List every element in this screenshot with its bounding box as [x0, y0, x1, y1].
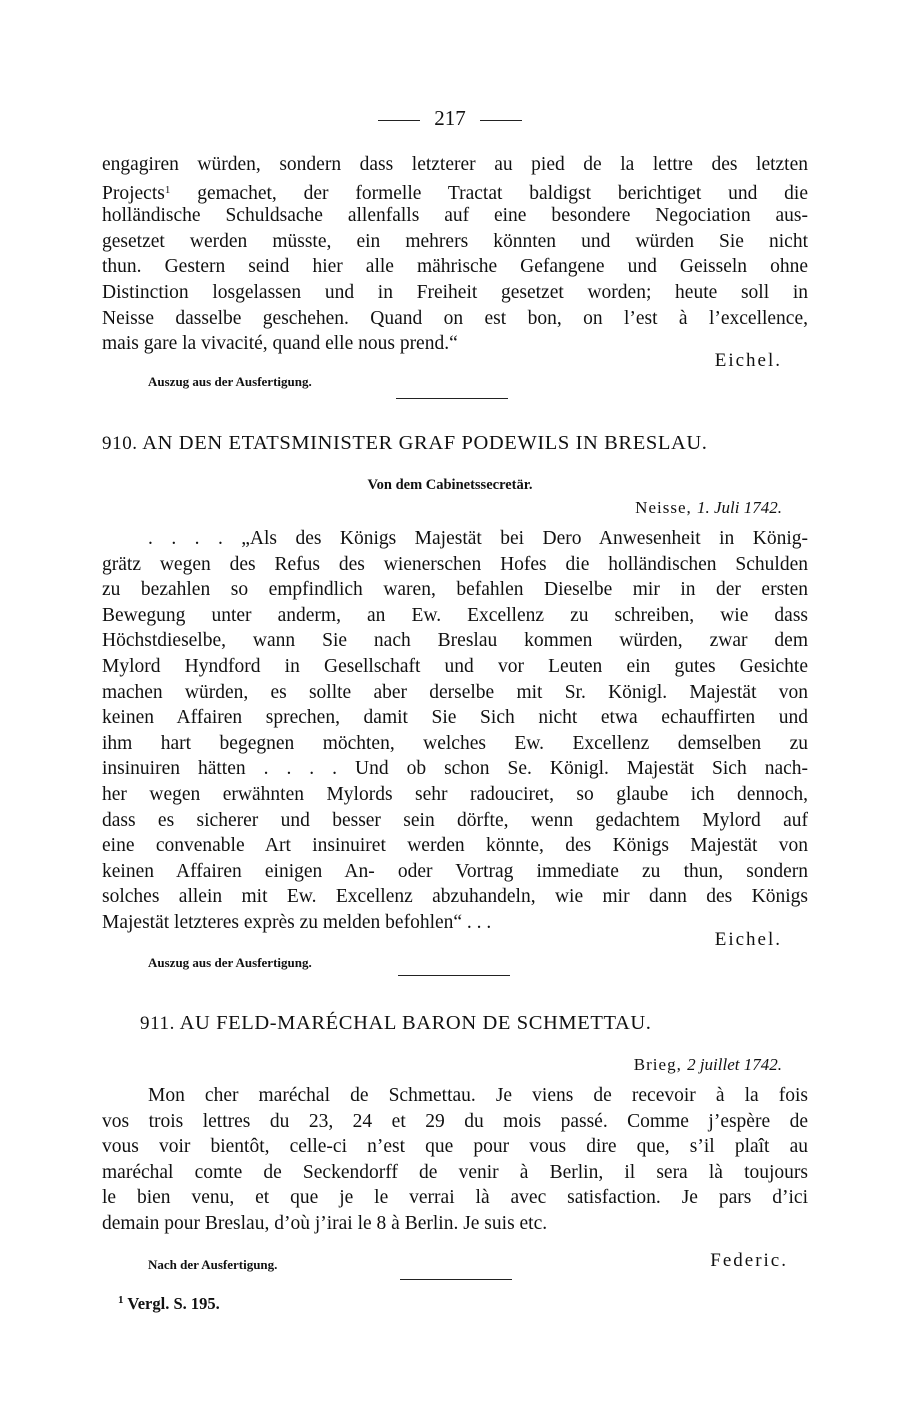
page-number: [0, 106, 900, 131]
source-note-2: Auszug aus der Ausfertigung.: [148, 955, 312, 970]
previous-document-text: [102, 152, 808, 357]
projects-word: Projects: [102, 182, 165, 204]
text-line: dass es sicherer und besser sein dörfte, wenn gedachtem Mylord auf: [102, 809, 808, 831]
footnote: [118, 1294, 220, 1314]
text-line: holländische Schuldsache allenfalls auf eine besondere Negociation aus-: [102, 205, 808, 227]
signature-eichel-1: Eichel.: [714, 350, 782, 371]
text-line: demain pour Breslau, d’où j’irai le 8 à Berlin. Je suis etc.: [102, 1212, 548, 1234]
text-line: keinen Affairen sprechen, damit Sie Sich nicht etwa echauffirten und: [102, 707, 808, 729]
document-910-heading: [102, 432, 808, 455]
source-note-1: Auszug aus der Ausfertigung.: [148, 374, 312, 389]
footnote-text: Vergl. S. 195.: [127, 1294, 220, 1313]
document-910-subtitle: Von dem Cabinetssecretär.: [367, 477, 533, 493]
document-number: 910.: [102, 433, 138, 454]
text-line: eine convenable Art insinuiret werden könnte, des Königs Majestät von: [102, 835, 808, 857]
text-line: Neisse dasselbe geschehen. Quand on est bon, on l’est à l’excellence,: [102, 307, 808, 329]
text-line: Mylord Hyndford in Gesellschaft und vor Leuten ein gutes Gesichte: [102, 655, 808, 677]
document-911-text: [102, 1083, 808, 1237]
document-title: AU FELD-MARÉCHAL BARON DE SCHMETTAU.: [179, 1012, 652, 1034]
page-number-left-dash: [378, 120, 420, 121]
text-line: engagiren würden, sondern dass letzterer au pied de la lettre des letzten: [102, 154, 808, 175]
dateline-date: 2 juillet 1742.: [687, 1055, 782, 1074]
text-line: Projects$^1$ gemachet, der formelle Tractat baldigst berichtiget und die: [102, 182, 809, 204]
text-line: le bien venu, et que je le verrai là avec satisfaction. Je pars d’ici: [102, 1187, 808, 1209]
section-divider-2: [398, 975, 510, 976]
document-911-dateline: [634, 1055, 782, 1075]
document-911-heading: [140, 1012, 846, 1035]
text-line: mais gare la vivacité, quand elle nous prend.“: [102, 333, 458, 355]
document-number: 911.: [140, 1013, 175, 1034]
section-divider-1: [396, 398, 508, 399]
dateline-date: 1. Juli 1742.: [697, 498, 782, 517]
text-line: Mon cher maréchal de Schmettau. Je viens de recevoir à la fois: [148, 1085, 808, 1106]
text-line: vous voir bientôt, celle-ci n’est que pour vous dire que, s’il plaît au: [102, 1136, 808, 1158]
dateline-place: Neisse,: [635, 498, 692, 517]
footnote-mark: 1: [118, 1294, 124, 1306]
footnote-divider: [400, 1279, 512, 1280]
document-910-text: [102, 526, 808, 936]
text-line: solches allein mit Ew. Excellenz abzuhandeln, wie mir dann des Königs: [102, 886, 808, 908]
document-title: AN DEN ETATSMINISTER GRAF PODEWILS IN BRESLAU.: [142, 432, 708, 454]
footnote-reference: 1: [164, 183, 171, 196]
text-line: machen würden, es sollte aber derselbe mit Sr. Königl. Majestät von: [102, 681, 808, 703]
source-note-3: Nach der Ausfertigung.: [148, 1257, 278, 1272]
text-line: keinen Affairen einigen An- oder Vortrag immediate zu thun, sondern: [102, 860, 808, 882]
text-line: maréchal comte de Seckendorff de venir à Berlin, il sera là toujours: [102, 1161, 808, 1183]
text-line: grätz wegen des Refus des wienerschen Hofes die holländischen Schulden: [102, 553, 808, 575]
text-line: ihm hart begegnen möchten, welches Ew. Excellenz demselben zu: [102, 732, 808, 754]
text-line: her wegen erwähnten Mylords sehr radouciret, so glaube ich dennoch,: [102, 783, 808, 805]
text-line: zu bezahlen so empfindlich waren, befahlen Dieselbe mir in der ersten: [102, 579, 808, 601]
page-number-text: 217: [434, 106, 466, 130]
document-910-dateline: [635, 498, 782, 518]
text-line: . . . . „Als des Königs Majestät bei Dero Anwesenheit in König-: [148, 528, 808, 549]
text-line: Höchstdieselbe, wann Sie nach Breslau kommen würden, zwar dem: [102, 630, 808, 652]
signature-eichel-2: Eichel.: [714, 929, 782, 950]
text-line: Distinction losgelassen und in Freiheit gesetzet worden; heute soll in: [102, 281, 808, 303]
text-line: gesetzet werden müsste, ein mehrers könnten und würden Sie nicht: [102, 230, 808, 252]
signature-federic: Federic.: [710, 1250, 788, 1271]
text-line: vos trois lettres du 23, 24 et 29 du mois passé. Comme j’espère de: [102, 1110, 808, 1132]
page-number-right-dash: [480, 120, 522, 121]
text-line: insinuiren hätten . . . . Und ob schon Se. Königl. Majestät Sich nach-: [102, 758, 808, 780]
text-line: thun. Gestern seind hier alle mährische Gefangene und Geisseln ohne: [102, 256, 808, 278]
dateline-place: Brieg,: [633, 1055, 682, 1074]
text-line: Bewegung unter anderm, an Ew. Excellenz zu schreiben, wie dass: [102, 604, 808, 626]
text-line: Majestät letzteres exprès zu melden befohlen“ . . .: [102, 911, 492, 933]
